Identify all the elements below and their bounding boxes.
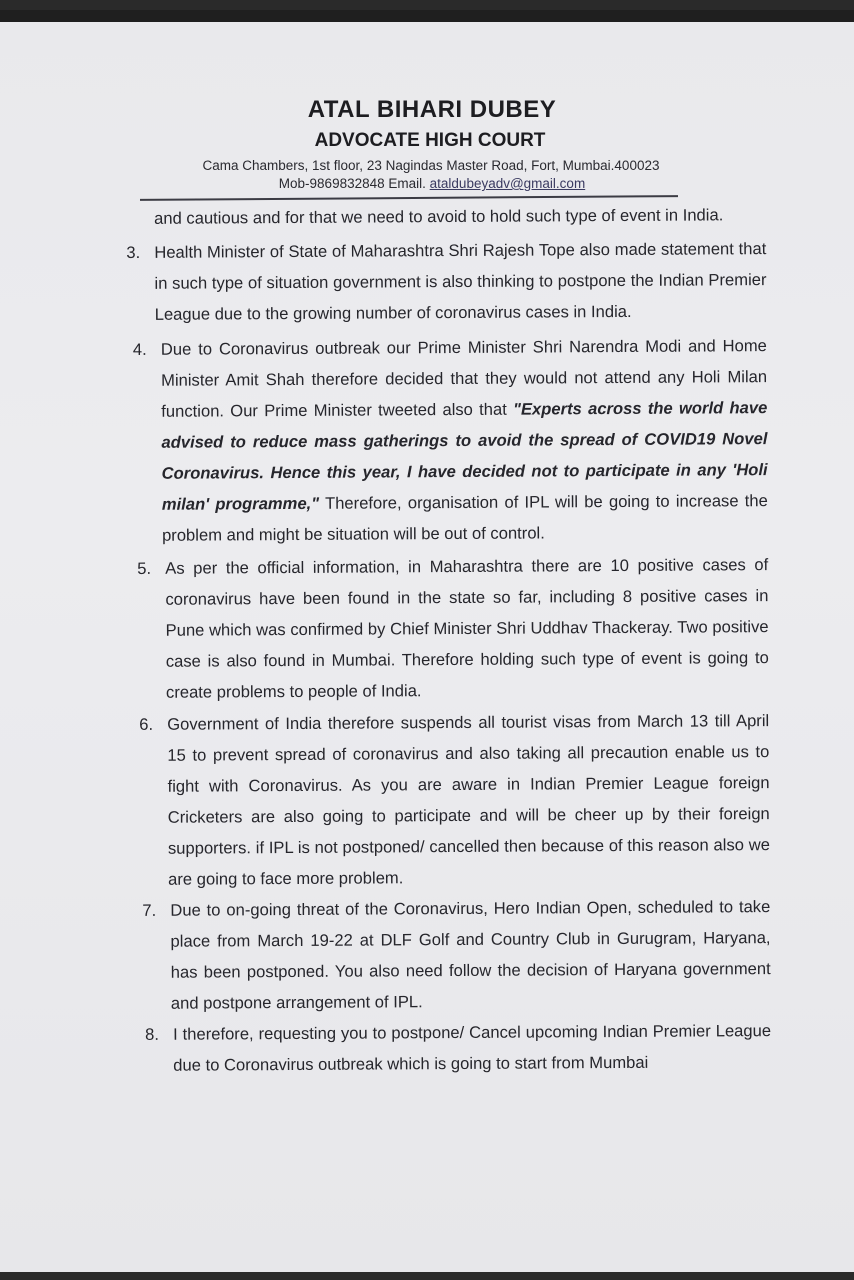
item-number: 3. <box>126 242 141 262</box>
item-text: Health Minister of State of Maharashtra Shri Rajesh Tope also made statement that in such type of situation government is also thinking to postpone the Indian Premier League due to the growing number of coronavirus cases in India. <box>154 239 767 324</box>
continuation-paragraph: and cautious and for that we need to avoid to hold such type of event in India. <box>154 205 724 228</box>
item-number: 7. <box>142 900 157 920</box>
item-text-tail: Therefore, organisation of IPL will be going to increase the problem and might be situation will be out of control. <box>161 491 768 545</box>
advocate-name: ATAL BIHARI DUBEY <box>307 96 557 123</box>
page-edge-shadow <box>0 10 854 22</box>
list-item <box>127 330 768 551</box>
office-address: Cama Chambers, 1st floor, 23 Nagindas Master Road, Fort, Mumbai.400023 <box>202 158 660 173</box>
list-item <box>129 705 770 895</box>
email-link[interactable]: ataldubeyadv@gmail.com <box>429 176 586 191</box>
item-text: Government of India therefore suspends all tourist visas from March 13 till April 15 to prevent spread of coronavirus and also taking all precaution enable us to fight with Coronavirus. As you are aware in Indian Premier League foreign Cricketers are also going to participate and will be cheer up by their foreign supporters. if IPL is not postponed/ cancelled then because of this reason also we are going to face more problem. <box>167 711 770 889</box>
contact-line <box>10 176 854 191</box>
item-text: I therefore, requesting you to postpone/ Cancel upcoming Indian Premier League due to Coronavirus outbreak which is going to start from Mumbai <box>173 1021 772 1075</box>
letterhead <box>0 96 854 191</box>
document-page <box>0 10 854 1272</box>
letter-body <box>126 199 771 1081</box>
item-text-lead: Due to Coronavirus outbreak our Prime Minister Shri Narendra Modi and Home Minister Amit Shah therefore decided that they would not attend any Holi Milan function. Our Prime Minister tweeted also that <box>160 336 768 421</box>
item-number: 6. <box>139 714 154 734</box>
mobile-number: Mob-9869832848 Email. <box>278 176 426 191</box>
advocate-title: ADVOCATE HIGH COURT <box>314 130 546 151</box>
quoted-tweet: "Experts across the world have advised to reduce mass gatherings to avoid the spread of COVID19 Novel Coronavirus. Hence this year, I have decided not to participate in any 'Holi milan' programme," <box>161 398 768 514</box>
item-text: As per the official information, in Maharashtra there are 10 positive cases of coronavirus have been found in the state so far, including 8 positive cases in Pune which was confirmed by Chief Minister Shri Uddhav Thackeray. Two positive case is also found in Mumbai. Therefore holding such type of event is going to create problems to people of India. <box>165 555 769 702</box>
item-text <box>161 330 768 551</box>
list-item <box>130 891 771 1019</box>
list-item <box>128 549 769 708</box>
item-number: 5. <box>137 558 152 578</box>
list-item <box>126 233 767 330</box>
item-number: 8. <box>145 1024 159 1044</box>
item-number: 4. <box>132 339 147 359</box>
item-text: Due to on-going threat of the Coronavirus, Hero Indian Open, scheduled to take place from March 19-22 at DLF Golf and Country Club in Gurugram, Haryana, has been postponed. You also need follow the decision of Haryana government and postpone arrangement of IPL. <box>170 897 771 1013</box>
list-item <box>131 1015 771 1081</box>
